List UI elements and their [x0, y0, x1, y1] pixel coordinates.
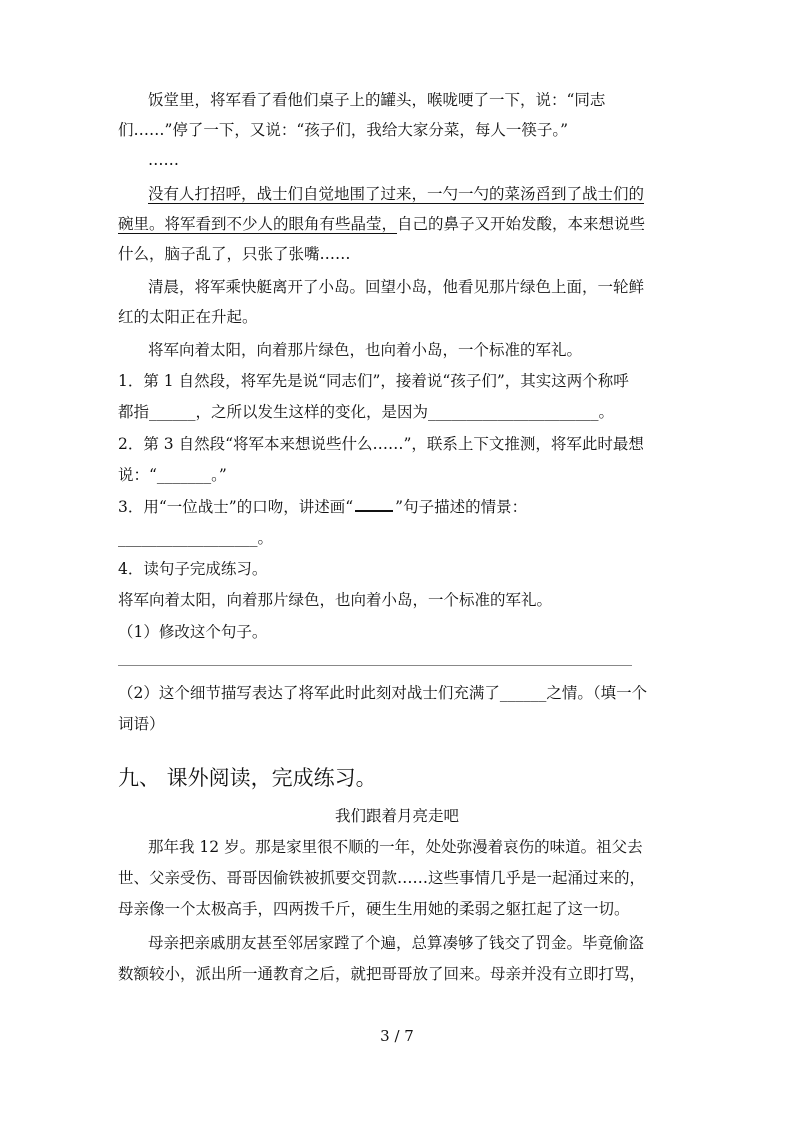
question-4-sub-2: 词语）: [118, 715, 165, 733]
question-3-blank: __________________。: [118, 529, 274, 547]
passage-line: 清晨，将军乘快艇离开了小岛。回望小岛，他看见那片绿色上面，一轮鲜: [148, 278, 645, 296]
section-heading: 九、 课外阅读，完成练习。: [118, 766, 377, 790]
underline-marker: [355, 497, 393, 512]
question-4-sub-1: （1）修改这个句子。: [118, 623, 268, 641]
answer-line: [118, 665, 632, 666]
passage-ellipsis: ……: [148, 151, 179, 169]
question-3: [118, 497, 678, 517]
question-3-text: ”句子描述的情景：: [395, 498, 528, 516]
passage-text: 自己的鼻子又开始发酸，本来想说些: [397, 215, 646, 233]
passage-line: [118, 214, 678, 234]
question-1: 1．第 1 自然段，将军先是说“同志们”，接着说“孩子们”，其实这两个称呼: [118, 372, 629, 390]
reading-line: 世、父亲受伤、哥哥因偷铁被抓要交罚款……这些事情几乎是一起涌过来的，: [118, 869, 646, 887]
question-1-blanks: 都指______，之所以发生这样的变化，是因为______________________。: [118, 403, 615, 421]
passage-line: 红的太阳正在升起。: [118, 308, 258, 326]
question-2-blank: 说：“_______。”: [118, 466, 227, 484]
question-2: 2．第 3 自然段“将军本来想说些什么……”，联系上下文推测，将军此时最想: [118, 435, 644, 453]
underlined-sentence: 没有人打招呼，战士们自觉地围了过来，一勺一勺的菜汤舀到了战士们的: [148, 185, 645, 203]
passage-line: 饭堂里，将军看了看他们桌子上的罐头，喉咙哽了一下，说：“同志: [148, 91, 606, 109]
passage-line: 什么，脑子乱了，只张了张嘴……: [118, 245, 351, 263]
question-4-sub-2: （2）这个细节描写表达了将军此时此刻对战士们充满了______之情。（填一个: [118, 684, 648, 702]
question-3-text: 3．用“一位战士”的口吻，讲述画“: [118, 498, 354, 516]
question-4-sentence: 将军向着太阳，向着那片绿色，也向着小岛，一个标准的军礼。: [118, 591, 553, 609]
reading-line: 那年我 12 岁。那是家里很不顺的一年，处处弥漫着哀伤的味道。祖父去: [148, 838, 643, 856]
reading-line: 母亲把亲戚朋友甚至邻居家蹚了个遍，总算凑够了钱交了罚金。毕竟偷盗: [148, 934, 645, 952]
question-4: 4．读句子完成练习。: [118, 560, 268, 578]
reading-line: 母亲像一个太极高手，四两拨千斤，硬生生用她的柔弱之躯扛起了这一切。: [118, 900, 630, 918]
passage-line: 将军向着太阳，向着那片绿色，也向着小岛，一个标准的军礼。: [148, 341, 583, 359]
passage-line: 们……”停了一下，又说：“孩子们，我给大家分菜，每人一筷子。”: [118, 121, 569, 139]
page-number: 3 / 7: [380, 1027, 414, 1045]
reading-title: 我们跟着月亮走吧: [334, 807, 459, 825]
underlined-sentence: 碗里。将军看到不少人的眼角有些晶莹，: [118, 215, 398, 233]
reading-line: 数额较小，派出所一通教育之后，就把哥哥放了回来。母亲并没有立即打骂，: [118, 965, 646, 983]
